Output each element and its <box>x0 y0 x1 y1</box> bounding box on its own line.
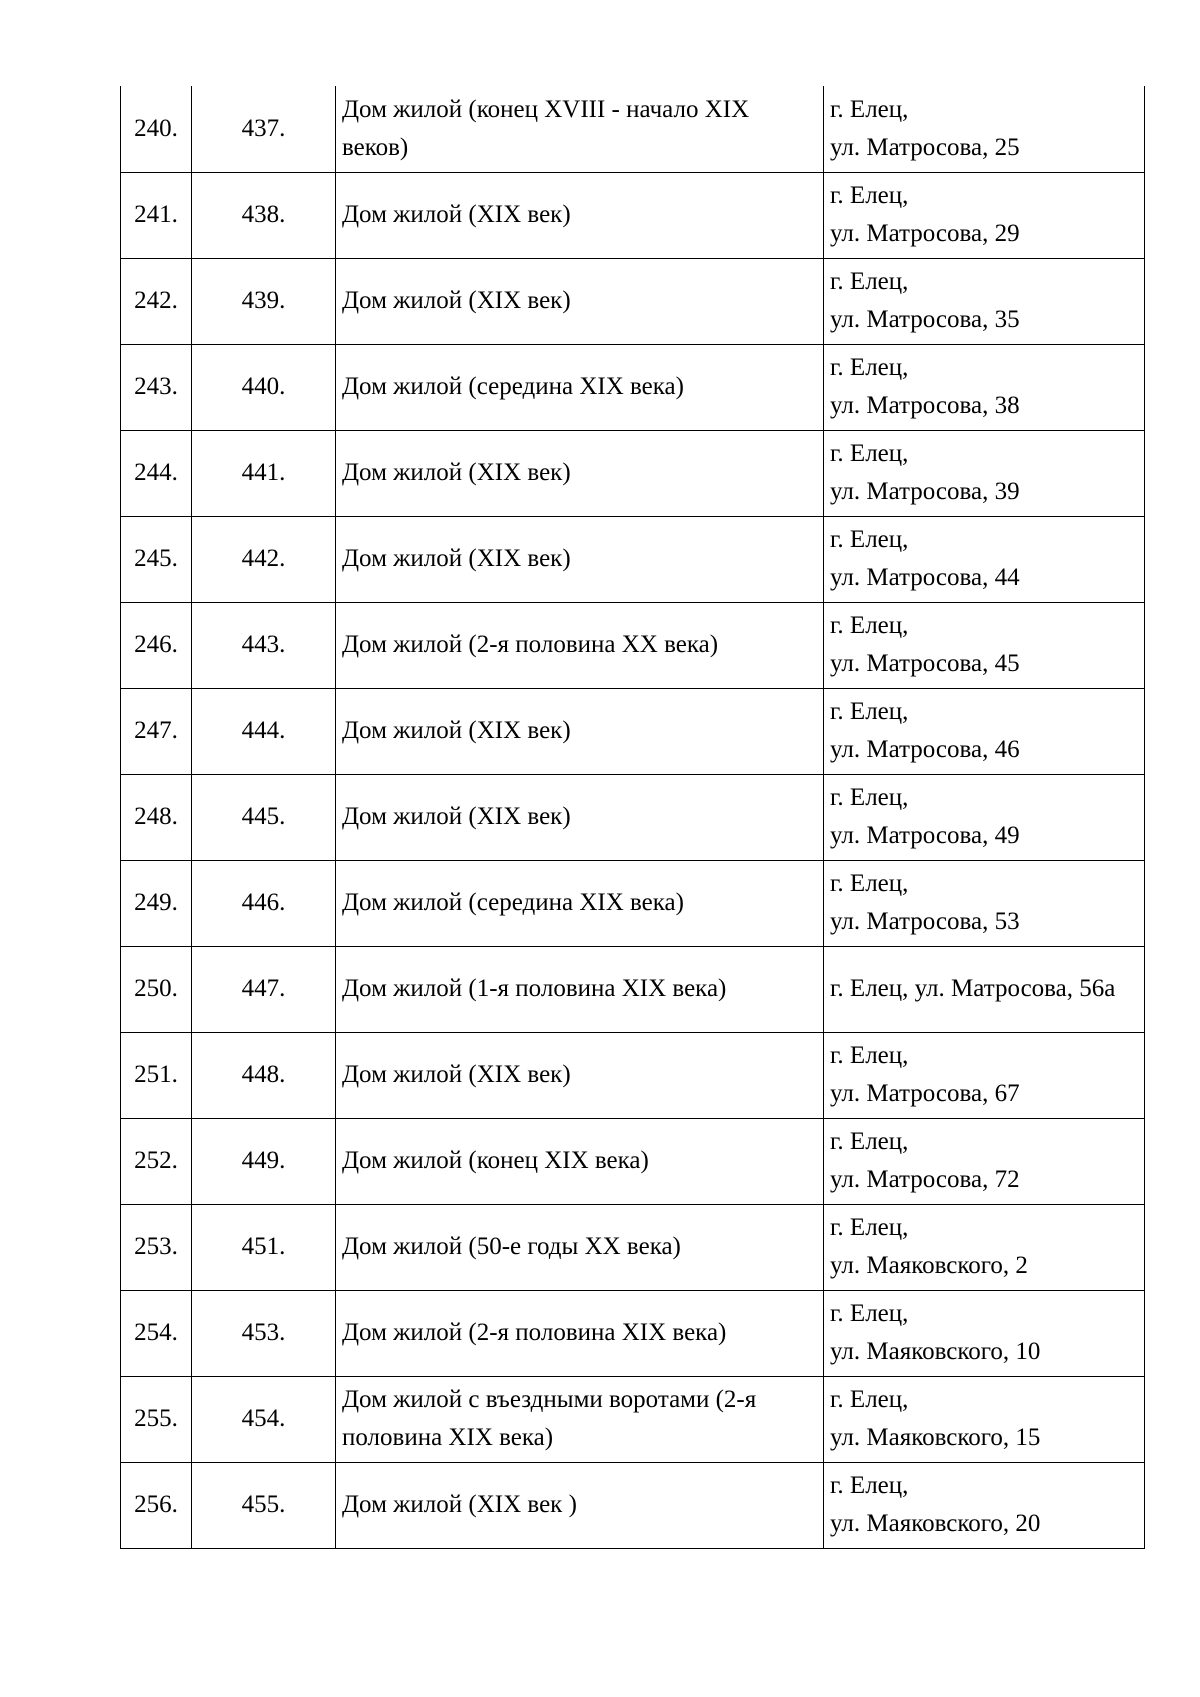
object-address <box>824 258 1145 344</box>
table-row <box>121 258 1145 344</box>
registry-number: 438. <box>192 172 336 258</box>
object-address <box>824 860 1145 946</box>
address-street: ул. Матросова, 25 <box>830 133 1020 161</box>
table-row <box>121 860 1145 946</box>
table-row <box>121 1462 1145 1548</box>
address-city: г. Елец, <box>830 268 909 295</box>
row-number: 246. <box>121 602 192 688</box>
address-city: г. Елец, <box>830 526 909 553</box>
table-row <box>121 172 1145 258</box>
object-address <box>824 1118 1145 1204</box>
object-name: Дом жилой (XIX век) <box>336 258 824 344</box>
object-name: Дом жилой (XIX век) <box>336 688 824 774</box>
registry-number: 440. <box>192 344 336 430</box>
row-number: 248. <box>121 774 192 860</box>
object-address <box>824 430 1145 516</box>
address-street: ул. Матросова, 38 <box>830 392 1020 419</box>
address-city: г. Елец, <box>830 1214 909 1241</box>
object-name: Дом жилой (середина XIX века) <box>336 344 824 430</box>
object-address <box>824 86 1145 172</box>
object-address <box>824 946 1145 1032</box>
address-city: г. Елец, <box>830 354 909 381</box>
object-address <box>824 1290 1145 1376</box>
object-address <box>824 1032 1145 1118</box>
row-number: 254. <box>121 1290 192 1376</box>
registry-number: 437. <box>192 86 336 172</box>
address-city: г. Елец, <box>830 1128 909 1155</box>
address-city: г. Елец, <box>830 182 909 209</box>
table-row <box>121 86 1145 172</box>
address-street: ул. Матросова, 49 <box>830 822 1020 849</box>
address-city: г. Елец, <box>830 870 909 897</box>
address-street: ул. Матросова, 29 <box>830 220 1020 247</box>
registry-number: 454. <box>192 1376 336 1462</box>
row-number: 245. <box>121 516 192 602</box>
address-full: г. Елец, ул. Матросова, 56а <box>830 975 1116 1002</box>
registry-number: 446. <box>192 860 336 946</box>
table-row <box>121 344 1145 430</box>
address-street: ул. Матросова, 39 <box>830 478 1020 505</box>
row-number: 247. <box>121 688 192 774</box>
object-address <box>824 774 1145 860</box>
table-row <box>121 516 1145 602</box>
table-row <box>121 1204 1145 1290</box>
row-number: 241. <box>121 172 192 258</box>
address-city: г. Елец, <box>830 1386 909 1413</box>
table-body <box>121 86 1145 1548</box>
row-number: 242. <box>121 258 192 344</box>
table-row <box>121 1118 1145 1204</box>
address-street: ул. Матросова, 67 <box>830 1080 1020 1107</box>
row-number: 243. <box>121 344 192 430</box>
object-name: Дом жилой (XIX век) <box>336 516 824 602</box>
address-city: г. Елец, <box>830 1042 909 1069</box>
address-street: ул. Матросова, 72 <box>830 1166 1020 1193</box>
address-city: г. Елец, <box>830 1300 909 1327</box>
object-name: Дом жилой (конец XVIII - начало XIX веков) <box>336 86 824 172</box>
address-street: ул. Маяковского, 10 <box>830 1338 1041 1365</box>
table-row <box>121 774 1145 860</box>
address-city: г. Елец, <box>830 698 909 725</box>
registry-number: 453. <box>192 1290 336 1376</box>
row-number: 253. <box>121 1204 192 1290</box>
object-name: Дом жилой (конец XIX века) <box>336 1118 824 1204</box>
object-address <box>824 602 1145 688</box>
object-address <box>824 344 1145 430</box>
registry-number: 439. <box>192 258 336 344</box>
address-street: ул. Матросова, 46 <box>830 736 1020 763</box>
address-street: ул. Маяковского, 20 <box>830 1510 1041 1537</box>
row-number: 251. <box>121 1032 192 1118</box>
table-row <box>121 602 1145 688</box>
registry-number: 442. <box>192 516 336 602</box>
registry-number: 447. <box>192 946 336 1032</box>
address-street: ул. Матросова, 45 <box>830 650 1020 677</box>
object-address <box>824 1376 1145 1462</box>
object-name: Дом жилой (XIX век) <box>336 1032 824 1118</box>
object-address <box>824 516 1145 602</box>
object-name: Дом жилой (2-я половина XIX века) <box>336 1290 824 1376</box>
object-name: Дом жилой (1-я половина XIX века) <box>336 946 824 1032</box>
row-number: 240. <box>121 86 192 172</box>
address-street: ул. Матросова, 44 <box>830 564 1020 591</box>
address-city: г. Елец, <box>830 784 909 811</box>
address-city: г. Елец, <box>830 612 909 639</box>
table-row <box>121 946 1145 1032</box>
address-street: ул. Матросова, 35 <box>830 306 1020 333</box>
address-street: ул. Маяковского, 2 <box>830 1252 1028 1279</box>
row-number: 249. <box>121 860 192 946</box>
table-row <box>121 688 1145 774</box>
object-name: Дом жилой (2-я половина XX века) <box>336 602 824 688</box>
table-row <box>121 1376 1145 1462</box>
object-name: Дом жилой (XIX век ) <box>336 1462 824 1548</box>
object-address <box>824 688 1145 774</box>
registry-number: 449. <box>192 1118 336 1204</box>
table-row <box>121 1032 1145 1118</box>
object-name: Дом жилой (середина XIX века) <box>336 860 824 946</box>
row-number: 244. <box>121 430 192 516</box>
registry-number: 443. <box>192 602 336 688</box>
registry-number: 445. <box>192 774 336 860</box>
row-number: 252. <box>121 1118 192 1204</box>
object-name: Дом жилой (50-е годы XX века) <box>336 1204 824 1290</box>
object-name: Дом жилой (XIX век) <box>336 430 824 516</box>
row-number: 255. <box>121 1376 192 1462</box>
object-address <box>824 172 1145 258</box>
address-city: г. Елец, <box>830 440 909 467</box>
table-row <box>121 430 1145 516</box>
address-city: г. Елец, <box>830 95 909 123</box>
object-name: Дом жилой (XIX век) <box>336 774 824 860</box>
address-street: ул. Маяковского, 15 <box>830 1424 1041 1451</box>
object-address <box>824 1462 1145 1548</box>
object-name: Дом жилой с въездными воротами (2-я половина XIX века) <box>336 1376 824 1462</box>
object-address <box>824 1204 1145 1290</box>
object-name: Дом жилой (XIX век) <box>336 172 824 258</box>
registry-number: 441. <box>192 430 336 516</box>
registry-number: 444. <box>192 688 336 774</box>
registry-number: 455. <box>192 1462 336 1548</box>
row-number: 250. <box>121 946 192 1032</box>
registry-number: 451. <box>192 1204 336 1290</box>
row-number: 256. <box>121 1462 192 1548</box>
address-city: г. Елец, <box>830 1472 909 1499</box>
registry-number: 448. <box>192 1032 336 1118</box>
table-row <box>121 1290 1145 1376</box>
address-street: ул. Матросова, 53 <box>830 908 1020 935</box>
heritage-objects-table <box>120 86 1145 1549</box>
